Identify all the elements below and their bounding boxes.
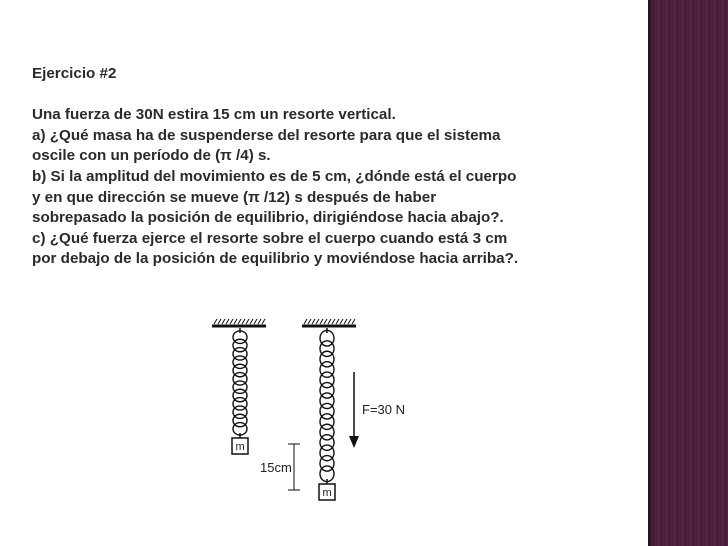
text-line: b) Si la amplitud del movimiento es de 5 cm, ¿dónde está el cuerpo bbox=[32, 167, 517, 185]
text-line: a) ¿Qué masa ha de suspenderse del resorte para que el sistema bbox=[32, 126, 501, 144]
force-arrow bbox=[349, 372, 359, 448]
right-mass-label: m bbox=[322, 487, 332, 499]
text-line: Una fuerza de 30N estira 15 cm un resorte vertical. bbox=[32, 106, 396, 124]
right-spring bbox=[320, 328, 334, 484]
right-mass bbox=[319, 484, 335, 500]
text-line: por debajo de la posición de equilibrio y moviéndose hacia arriba?. bbox=[32, 250, 519, 268]
exercise-text bbox=[32, 64, 632, 270]
sidebar-edge bbox=[648, 0, 651, 546]
spring-diagram bbox=[200, 310, 420, 510]
right-ceiling bbox=[302, 319, 356, 326]
text-line: y en que dirección se mueve (π /12) s después de haber bbox=[32, 188, 437, 206]
text-line: sobrepasado la posición de equilibrio, dirigiéndose hacia abajo?. bbox=[32, 209, 504, 227]
left-ceiling bbox=[212, 319, 266, 326]
left-mass bbox=[232, 438, 248, 454]
left-mass-label: m bbox=[235, 441, 245, 453]
distance-label: 15cm bbox=[260, 460, 292, 475]
decorative-sidebar bbox=[648, 0, 728, 546]
force-label: F=30 N bbox=[362, 402, 405, 417]
left-spring bbox=[233, 328, 247, 438]
text-line: oscile con un período de (π /4) s. bbox=[32, 147, 271, 165]
text-line: c) ¿Qué fuerza ejerce el resorte sobre el cuerpo cuando está 3 cm bbox=[32, 229, 508, 247]
exercise-title: Ejercicio #2 bbox=[32, 65, 117, 82]
